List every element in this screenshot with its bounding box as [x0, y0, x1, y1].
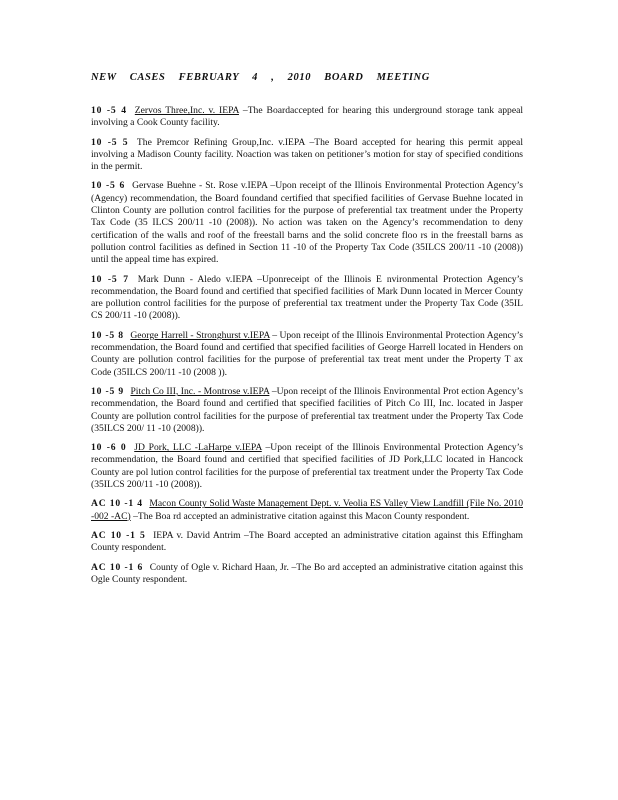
case-number: AC 10 -1 6	[91, 561, 144, 573]
case-entry	[91, 330, 523, 379]
case-parties: Zervos Three,Inc. v. IEPA	[134, 105, 239, 116]
case-entry	[91, 442, 523, 491]
case-entry	[91, 530, 523, 555]
case-number: 10 -6 0	[91, 442, 127, 454]
case-entry	[91, 386, 523, 435]
document-page	[91, 72, 523, 593]
case-text: IEPA v. David Antrim –The Board accepted an administrative citation against this Effingham County respondent.	[91, 529, 524, 554]
case-text: County of Ogle v. Richard Haan, Jr. –The Bo ard accepted an administrative citation against this Ogle County respondent.	[91, 561, 523, 585]
case-number: 10 -5 7	[91, 273, 129, 285]
case-parties: Pitch Co III, Inc. - Montrose v.IEPA	[130, 385, 270, 397]
case-text: Gervase Buehne - St. Rose v.IEPA –Upon receipt of the Illinois Environmental Protection Agency’s (Agency) recommendation, the Board foundand certified that specified facilities of Gervase Buehne located in Clinton County are pollution control facilities for the purpose of preferential tax treatment under the Property Tax Code (35 ILCS 200/11 -10 (2008)). No action was taken on the Agency’s recommendation to deny certification of the walls and roof of the freestall barns and the solid concrete floo rs in the freestall barns as pollution control facilities as defined in Section 11 -10 of the Property Tax Code (35ILCS 200/11 -10 (2008)) until the appeal time has expired.	[91, 180, 523, 266]
case-parties: JD Pork, LLC -LaHarpe v.IEPA	[134, 442, 262, 454]
case-parties: George Harrell - Stronghurst v.IEPA	[130, 329, 270, 341]
case-entry	[91, 137, 523, 174]
case-number: AC 10 -1 4	[91, 498, 143, 510]
case-number: 10 -5 6	[91, 180, 126, 192]
case-text: –Upon receipt of the Illinois Environmental Protection Agency’s recommendation, the Board found and certified that specified facilities of JD Pork,LLC located in Hancock County are pol lution control facilities for the purpose of preferential tax treatment under the Property Tax Code (35ILCS 200/11 -10 (2008)).	[91, 442, 523, 491]
case-number: 10 -5 5	[91, 136, 129, 148]
case-text: Mark Dunn - Aledo v.IEPA –Uponreceipt of the Illinois E nvironmental Protection Agency’s recommendation, the Board found and certified that specified facilities of Mark Dunn located in Mercer County are pollution control facilities for the purpose of preferential tax treatment under the Property Tax Code (35IL CS 200/11 -10 (2008)).	[91, 273, 523, 322]
case-parties: Macon County Solid Waste Management Dept. v. Veolia ES Valley View Landfill (File No. 2010 -002 -AC)	[91, 498, 523, 522]
case-text: – Upon receipt of the Illinois Environmental Protection Agency’s recommendation, the Board found and certified that specified facilities of George Harrell located in Henders on County are pollution control facilities for the purpose of preferential tax treat ment under the Property T ax Code (35ILCS 200/11 -10 (2008 )).	[91, 329, 523, 378]
case-text: –The Boardaccepted for hearing this underground storage tank appeal involving a Cook County facility.	[91, 105, 524, 129]
case-entry	[91, 274, 523, 323]
case-text: The Premcor Refining Group,Inc. v.IEPA –The Board accepted for hearing this permit appeal involving a Madison County facility. Noaction was taken on petitioner’s motion for stay of specified conditions in the permit.	[91, 136, 523, 173]
case-entry	[91, 562, 523, 587]
case-entry	[91, 105, 523, 130]
page-heading: NEW CASES FEBRUARY 4 , 2010 BOARD MEETING	[91, 72, 430, 83]
case-entry	[91, 498, 523, 523]
case-text: –The Boa rd accepted an administrative citation against this Macon County respondent.	[130, 510, 470, 522]
case-text: –Upon receipt of the Illinois Environmental Prot ection Agency’s recommendation, the Board found and certified that specified facilities of Pitch Co III, Inc. located in Jasper County are pollution control facilities for the purpose of preferential tax treatment under the Property Tax Code (35ILCS 200/ 11 -10 (2008)).	[91, 385, 524, 434]
case-number: 10 -5 9	[91, 385, 124, 397]
case-number: AC 10 -1 5	[91, 529, 146, 541]
case-number: 10 -5 8	[91, 329, 124, 341]
case-number: 10 -5 4	[91, 105, 127, 116]
case-entry	[91, 180, 523, 266]
